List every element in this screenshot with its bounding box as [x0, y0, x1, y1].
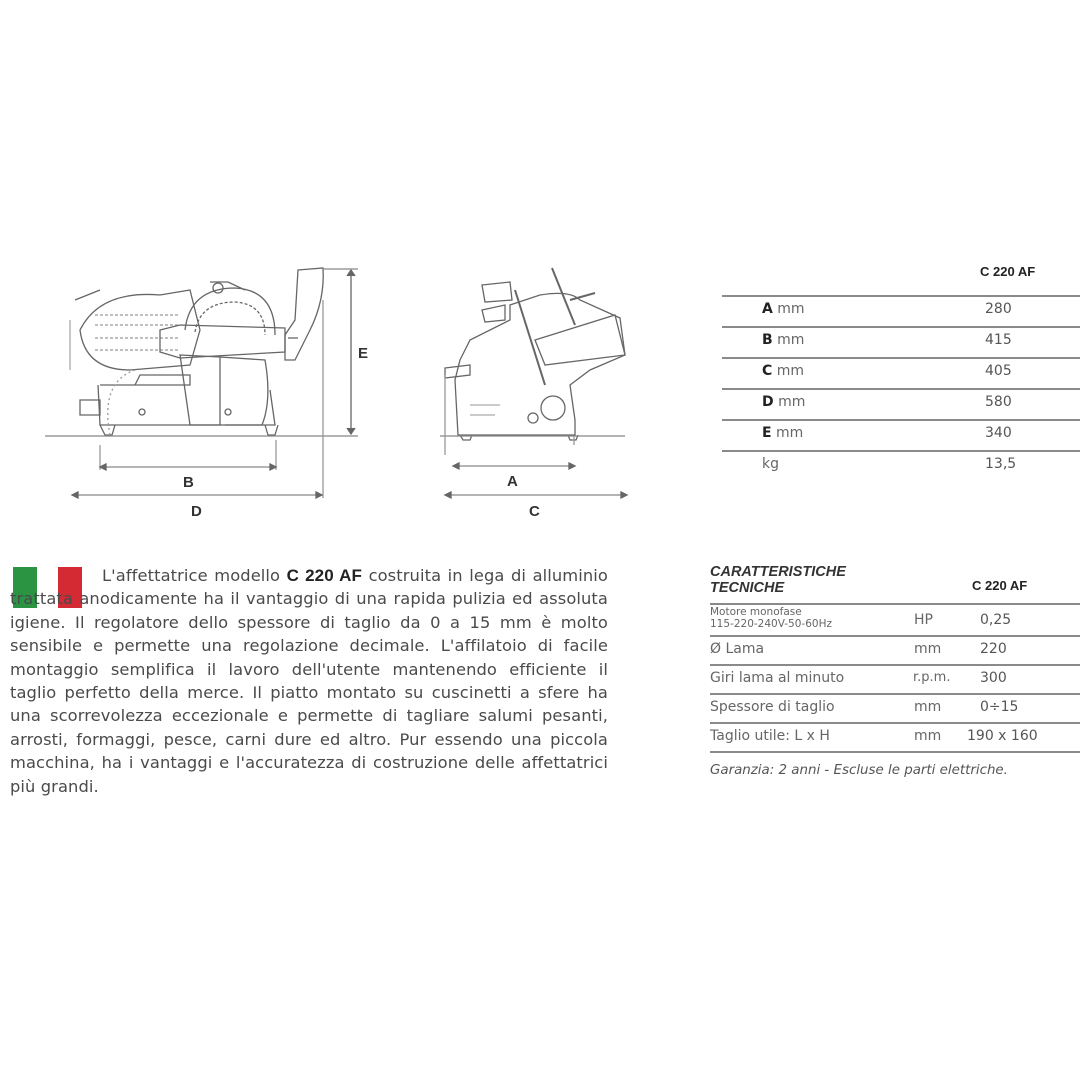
description-text-start: L'affettatrice modello	[102, 566, 287, 585]
model-header: C 220 AF	[980, 264, 1036, 279]
dim-label-b: B	[183, 474, 194, 491]
dimension-letter: B	[762, 332, 773, 348]
param-unit: mm	[914, 728, 942, 744]
table-row	[722, 419, 1080, 450]
param-name: Ø Lama	[710, 641, 765, 657]
dimension-letter: C	[762, 363, 773, 379]
dimension-value: 580	[985, 394, 1012, 410]
dimension-value: 340	[985, 425, 1012, 441]
dimension-unit: mm	[778, 394, 806, 410]
technical-characteristics	[710, 562, 1080, 778]
param-unit: r.p.m.	[913, 670, 951, 685]
technical-model-header: C 220 AF	[972, 578, 1028, 593]
dimension-value: 280	[985, 301, 1012, 317]
dimensions-table	[722, 258, 1080, 481]
param-unit: HP	[914, 612, 933, 628]
technical-title: CARATTERISTICHE TECNICHE	[710, 564, 846, 596]
param-value: 0÷15	[980, 699, 1019, 715]
param-name: Taglio utile: L x H	[710, 728, 830, 744]
dimension-unit: kg	[762, 456, 779, 472]
product-description	[10, 564, 608, 798]
param-value: 0,25	[980, 612, 1012, 628]
param-value: 220	[980, 641, 1007, 657]
dimensions-table-header	[722, 258, 1080, 295]
description-text-rest: costruita in lega di alluminio trattata anodicamente ha il vantaggio di una rapida pulizia ed assoluta igiene. Il regolatore dello spessore di taglio da 0 a 15 mm è molto sensibile e permette una regolazione decimale. L'affilatoio di facile montaggio semplifica il lavoro dell'utente mantenendo efficiente il taglio perfetto della merce. Il piatto montato su cuscinetti a sfere ha una scorrevolezza eccezionale e permette di tagliare salumi pesanti, arrosti, formaggi, pesce, carni dure ed altro. Pur essendo una piccola macchina, ha i vantaggi e l'accuratezza di costruzione delle affettatrici più grandi.	[10, 566, 608, 796]
warranty-note: Garanzia: 2 anni - Escluse le parti elettriche.	[710, 763, 1008, 778]
dimension-unit: mm	[776, 363, 805, 379]
param-unit: mm	[914, 641, 942, 657]
dimension-value: 13,5	[985, 456, 1017, 472]
dimension-unit: mm	[777, 301, 805, 317]
dim-label-e: E	[358, 345, 369, 362]
param-value: 190 x 160	[967, 728, 1038, 744]
dim-label-c: C	[529, 503, 540, 520]
dim-label-d: D	[191, 503, 202, 520]
dimension-unit: mm	[776, 425, 804, 441]
dimension-value: 415	[985, 332, 1012, 348]
dimension-value: 405	[985, 363, 1012, 379]
dimension-letter: E	[762, 425, 772, 441]
param-name: Giri lama al minuto	[710, 670, 845, 686]
side-view-drawing	[40, 260, 370, 530]
table-row	[722, 326, 1080, 357]
table-row	[722, 295, 1080, 326]
param-name: Motore monofase 115-220-240V-50-60Hz	[710, 606, 832, 630]
table-row	[710, 635, 1080, 664]
dimension-letter: D	[762, 394, 774, 410]
param-value: 300	[980, 670, 1007, 686]
table-row	[722, 357, 1080, 388]
front-view-drawing	[430, 260, 640, 530]
table-row	[710, 664, 1080, 693]
description-model-name: C 220 AF	[286, 566, 363, 585]
table-row	[722, 450, 1080, 481]
table-row	[710, 722, 1080, 753]
table-row	[722, 388, 1080, 419]
table-row	[710, 693, 1080, 722]
param-unit: mm	[914, 699, 942, 715]
param-name: Spessore di taglio	[710, 699, 835, 715]
table-row	[710, 603, 1080, 635]
dimension-unit: mm	[777, 332, 805, 348]
dimension-letter: A	[762, 301, 773, 317]
dim-label-a: A	[507, 473, 518, 490]
